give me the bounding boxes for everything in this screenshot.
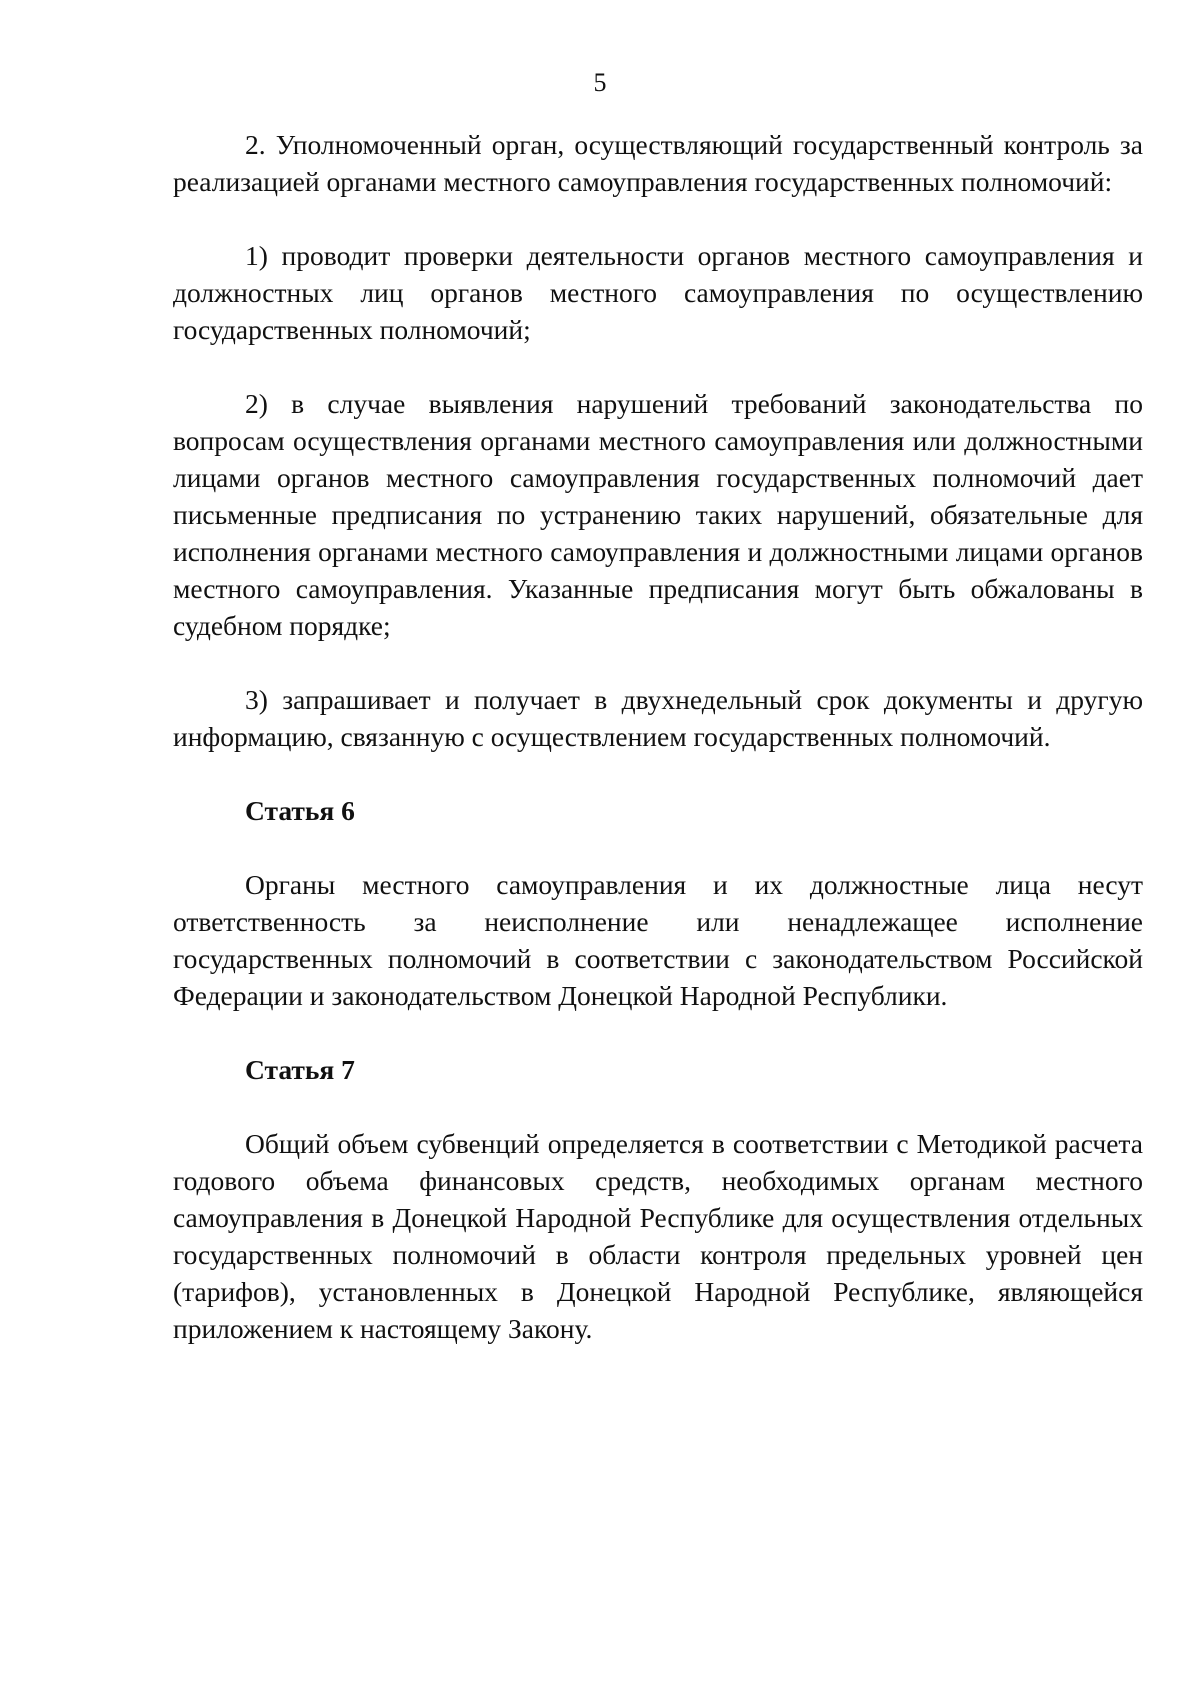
paragraph-item-1: 1) проводит проверки деятельности органов местного самоуправления и должностных лиц органов местного самоуправления по осуществлению государственных полномочий;: [173, 240, 1143, 345]
article-6-heading: Статья 6: [245, 795, 355, 826]
article-7-heading: Статья 7: [245, 1054, 355, 1085]
document-body: [173, 126, 1143, 1347]
paragraph-item-3: 3) запрашивает и получает в двухнедельный срок документы и другую информацию, связанную с осуществлением государственных полномочий.: [173, 684, 1143, 752]
article-7-text: Общий объем субвенций определяется в соответствии с Методикой расчета годового объема финансовых средств, необходимых органам местного самоуправления в Донецкой Народной Республике для осуществления отдельных государственных полномочий в области контроля предельных уровней цен (тарифов), установленных в Донецкой Народной Республике, являющейся приложением к настоящему Закону.: [173, 1128, 1143, 1344]
page-number: 5: [593, 68, 607, 97]
article-6-text: Органы местного самоуправления и их должностные лица несут ответственность за неисполнение или ненадлежащее исполнение государственных полномочий в соответствии с законодательством Российской Федерации и законодательством Донецкой Народной Республики.: [173, 869, 1143, 1011]
paragraph-intro: 2. Уполномоченный орган, осуществляющий государственный контроль за реализацией органами местного самоуправления государственных полномочий:: [173, 129, 1143, 197]
paragraph-item-2: 2) в случае выявления нарушений требований законодательства по вопросам осуществления органами местного самоуправления или должностными лицами органов местного самоуправления государственных полномочий дает письменные предписания по устранению таких нарушений, обязательные для исполнения органами местного самоуправления и должностными лицами органов местного самоуправления. Указанные предписания могут быть обжалованы в судебном порядке;: [173, 388, 1143, 641]
